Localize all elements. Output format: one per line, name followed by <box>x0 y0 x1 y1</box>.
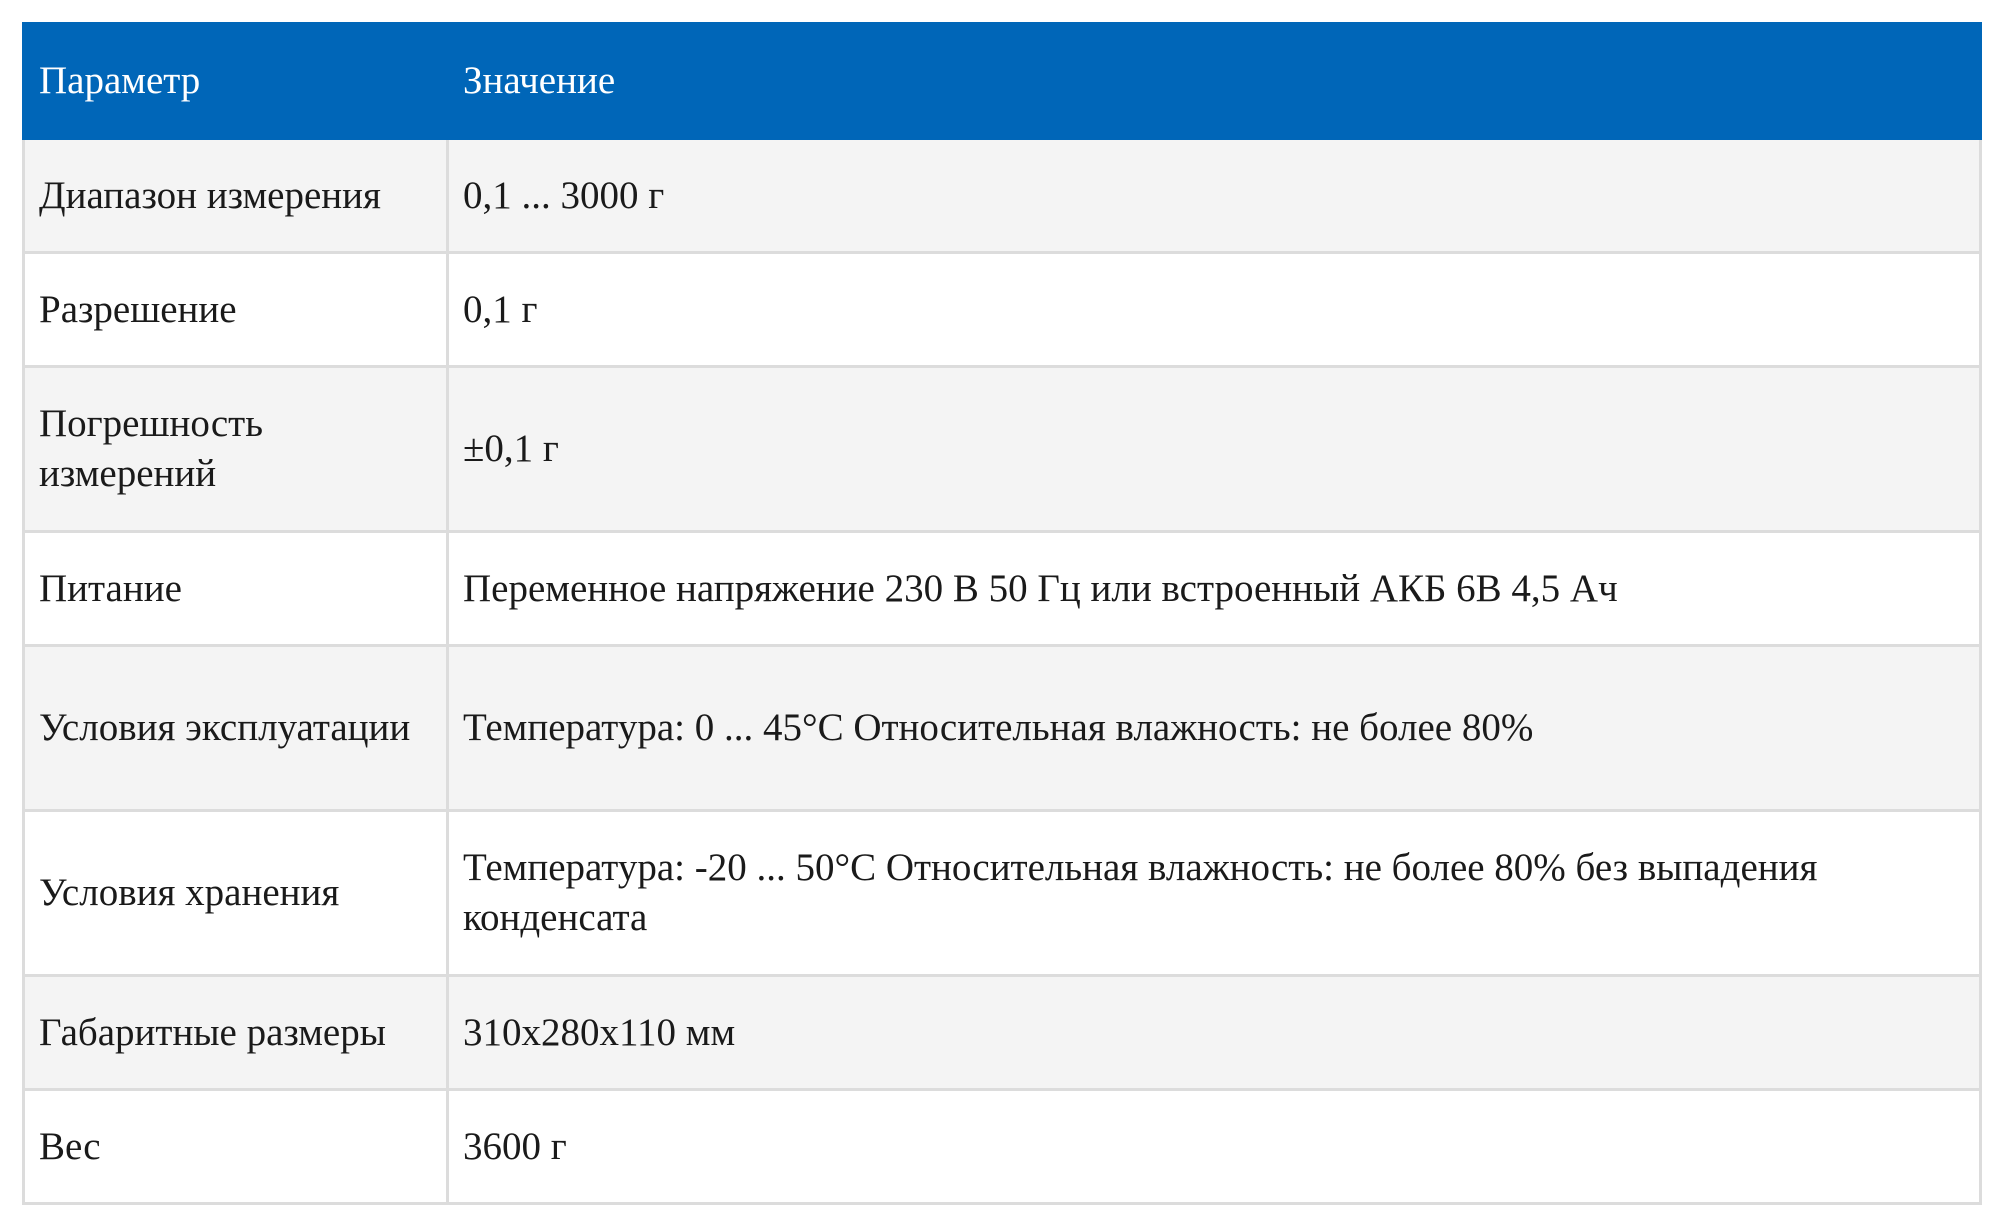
row-parameter-cell: Условия хранения <box>24 811 448 976</box>
row-value-cell: 3600 г <box>448 1090 1981 1204</box>
column-header-value: Значение <box>448 24 1981 139</box>
table-row <box>24 532 1981 646</box>
row-parameter-cell: Габаритные размеры <box>24 976 448 1090</box>
row-value-cell: 0,1 г <box>448 253 1981 367</box>
specifications-table <box>22 22 1982 1205</box>
table-body <box>24 139 1981 1204</box>
table-row <box>24 646 1981 811</box>
row-value-cell: ±0,1 г <box>448 367 1981 532</box>
row-value-cell: 0,1 ... 3000 г <box>448 139 1981 253</box>
row-parameter-cell: Разрешение <box>24 253 448 367</box>
column-header-parameter: Параметр <box>24 24 448 139</box>
row-parameter-cell: Вес <box>24 1090 448 1204</box>
header-row <box>24 24 1981 139</box>
table-row <box>24 1090 1981 1204</box>
table-header <box>24 24 1981 139</box>
row-parameter-cell: Питание <box>24 532 448 646</box>
row-parameter-cell: Погрешность измерений <box>24 367 448 532</box>
row-parameter-cell: Диапазон измерения <box>24 139 448 253</box>
row-value-cell: Температура: 0 ... 45°С Относительная влажность: не более 80% <box>448 646 1981 811</box>
table-row <box>24 811 1981 976</box>
table-row <box>24 367 1981 532</box>
row-value-cell: Температура: -20 ... 50°С Относительная влажность: не более 80% без выпадения конденсата <box>448 811 1981 976</box>
table-row <box>24 976 1981 1090</box>
row-value-cell: 310х280х110 мм <box>448 976 1981 1090</box>
row-parameter-cell: Условия эксплуатации <box>24 646 448 811</box>
row-value-cell: Переменное напряжение 230 В 50 Гц или встроенный АКБ 6В 4,5 Ач <box>448 532 1981 646</box>
table-row <box>24 139 1981 253</box>
table-row <box>24 253 1981 367</box>
